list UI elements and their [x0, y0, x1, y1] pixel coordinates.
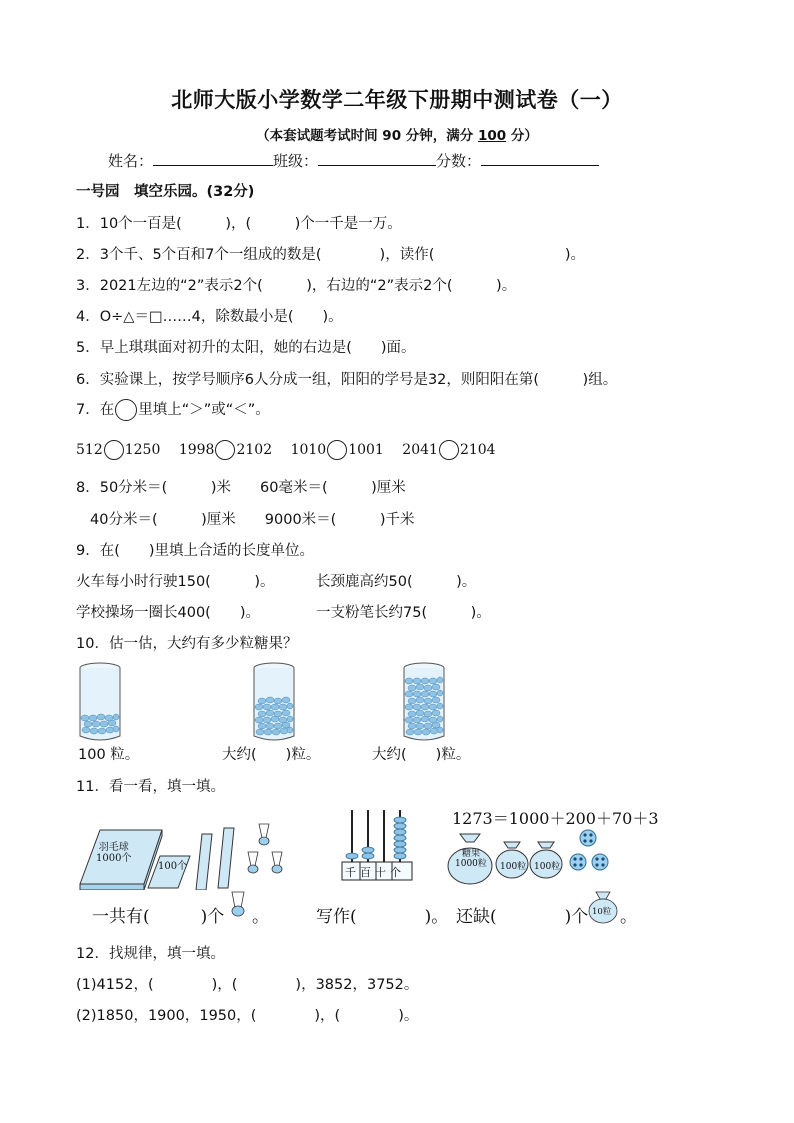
abacus-labels: 千 百 十 个: [345, 866, 401, 879]
question-6: 6．实验课上，按学号顺序6人分成一组，阳阳的学号是32，则阳阳在第( )组。: [76, 372, 618, 388]
compare-circle-2[interactable]: [215, 440, 235, 460]
compare-item: 2041 2104: [402, 442, 496, 458]
score-label: 分数：: [436, 152, 482, 170]
question-4: 4．O÷△＝□……4，除数最小是( )。: [76, 309, 343, 325]
name-label: 姓名：: [108, 152, 154, 170]
bag-label-1000: 糖果 1000粒: [455, 849, 487, 869]
question-8a: 8．50分米＝( )米 60毫米＝( )厘米: [76, 480, 406, 496]
student-info-row: [108, 150, 599, 171]
compare-item: 512 1250: [76, 442, 161, 458]
jar-label-3: 大约( )粒。: [372, 747, 471, 763]
box-label-100: 100个: [158, 861, 188, 872]
q11-answer-a: 一共有( )个: [92, 907, 225, 927]
q9-item-1: 火车每小时行驶150( )。: [76, 574, 275, 590]
q7-post: 里填上“＞”或“＜”。: [138, 402, 270, 418]
question-5: 5．早上琪琪面对初升的太阳，她的右边是( )面。: [76, 340, 416, 356]
compare-item: 1998 2102: [178, 442, 273, 458]
q9-item-4: 一支粉笔长约75( )。: [316, 605, 491, 621]
jar-label-1: 100 粒。: [78, 747, 140, 763]
question-2: 2．3个千、5个百和7个一组成的数是( )，读作( )。: [76, 247, 586, 263]
bag-label-100a: 100粒: [500, 862, 527, 872]
class-label: 班级：: [273, 152, 319, 170]
subtitle-pre: （本套试题考试时间 90 分钟，满分: [256, 128, 478, 144]
question-10: 10．估一估，大约有多少粒糖果？: [76, 636, 298, 652]
box-label-1000: 羽毛球 1000个: [96, 842, 132, 864]
question-8b: 40分米＝( )厘米 9000米＝( )千米: [90, 512, 415, 528]
page-title: 北师大版小学数学二年级下册期中测试卷（一）: [171, 88, 623, 112]
compare-circle-3[interactable]: [327, 440, 347, 460]
bag-label-10: 10粒: [592, 907, 612, 917]
q11-period: 。: [252, 907, 269, 927]
question-3: 3．2021左边的“2”表示2个( )，右边的“2”表示2个( )。: [76, 278, 517, 294]
compare-circle-1[interactable]: [104, 440, 124, 460]
q12-item-1: (1)4152，( )，( )，3852，3752。: [76, 977, 419, 993]
compare-circle-icon: [115, 399, 137, 421]
name-blank[interactable]: [153, 151, 273, 166]
compare-item: 1010 1001: [290, 442, 384, 458]
candy-jar-100-icon: [78, 660, 122, 742]
subtitle-post: 分）: [506, 128, 538, 144]
exam-info-subtitle: [0, 124, 794, 144]
q9-item-2: 长颈鹿高约50( )。: [316, 574, 477, 590]
question-11: 11．看一看，填一填。: [76, 779, 225, 795]
q7-comparisons: [76, 440, 496, 460]
jar-label-2: 大约( )粒。: [222, 747, 321, 763]
question-1: 1．10个一百是( )，( )个一千是一万。: [76, 216, 402, 232]
question-12: 12．找规律，填一填。: [76, 946, 225, 962]
q11-period-2: 。: [620, 907, 637, 927]
question-9: 9．在( )里填上合适的长度单位。: [76, 543, 315, 559]
full-score: 100: [478, 128, 507, 144]
q11-answer-c: 还缺( )个: [456, 907, 589, 927]
q11-answer-b: 写作( )。: [316, 907, 449, 927]
compare-circle-4[interactable]: [439, 440, 459, 460]
place-value-equation: 1273＝1000＋200＋70＋3: [452, 809, 659, 828]
class-blank[interactable]: [318, 151, 436, 166]
section-heading: 一号园 填空乐园。(32分): [76, 184, 255, 200]
q12-item-2: (2)1850，1900，1950，( )，( )。: [76, 1008, 419, 1024]
candy-jar-full-icon: [402, 660, 446, 742]
score-blank[interactable]: [481, 151, 599, 166]
bag-label-100b: 100粒: [534, 862, 561, 872]
question-7: [76, 398, 270, 421]
q7-pre: 7．在: [76, 402, 115, 418]
q9-item-3: 学校操场一圈长400( )。: [76, 605, 260, 621]
candy-jar-half-icon: [252, 660, 296, 742]
